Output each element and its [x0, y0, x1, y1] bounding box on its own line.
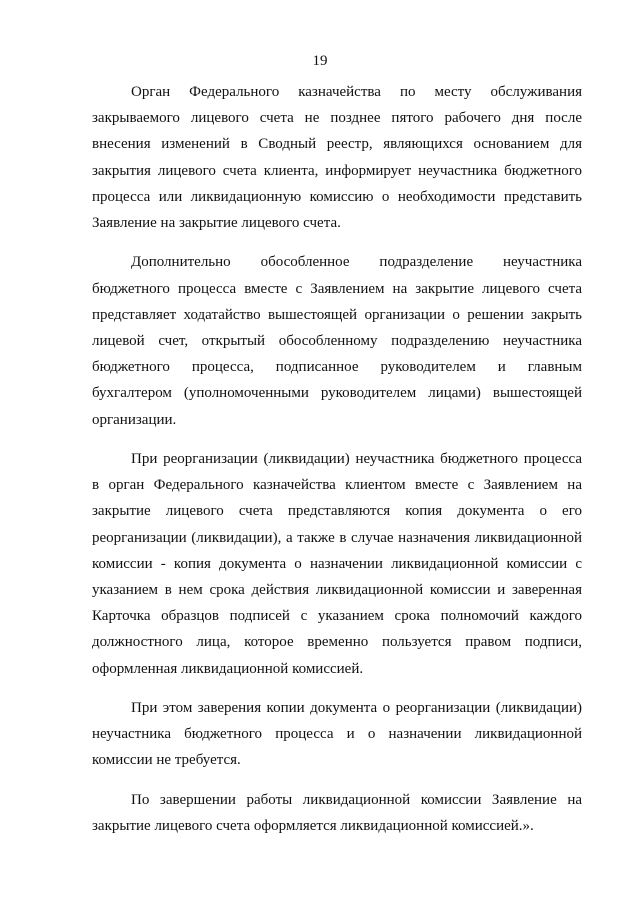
paragraph-line: комиссии не требуется. [92, 752, 241, 769]
paragraph-line: комиссии - копия документа о назначении ликвидационной комиссии с [92, 555, 582, 572]
paragraph-line: указанием в нем срока действия ликвидационной комиссии и заверенная [92, 582, 582, 599]
paragraph-line: представляет ходатайство вышестоящей организации о решении закрыть [92, 306, 582, 323]
paragraph-line: лицевой счет, открытый обособленному подразделению неучастника [92, 333, 582, 350]
paragraph-line: Дополнительно обособленное подразделение неучастника [131, 254, 582, 271]
paragraph-line: закрытие лицевого счета оформляется ликвидационной комиссией.». [92, 818, 534, 835]
paragraph-line: По завершении работы ликвидационной комиссии Заявление на [131, 791, 582, 808]
paragraph-line: оформленная ликвидационной комиссией. [92, 660, 364, 677]
paragraph-line: закрываемого лицевого счета не позднее пятого рабочего дня после [92, 110, 582, 127]
paragraph-line: закрытие лицевого счета представляются копия документа о его [92, 503, 582, 520]
paragraph [92, 787, 582, 839]
paragraph [92, 79, 582, 236]
paragraph-line: закрытия лицевого счета клиента, информирует неучастника бюджетного [92, 162, 582, 179]
paragraph-line: организации. [92, 411, 177, 428]
paragraph-line: бюджетного процесса, подписанное руководителем и главным [92, 359, 582, 376]
paragraph-line: Орган Федерального казначейства по месту обслуживания [131, 84, 582, 100]
paragraph-line: реорганизации (ликвидации), а также в случае назначения ликвидационной [92, 529, 582, 546]
paragraph-line: должностного лица, которое временно пользуется правом подписи, [92, 634, 582, 651]
paragraph-line: в орган Федерального казначейства клиентом вместе с Заявлением на [92, 477, 582, 494]
paragraph-line: Заявление на закрытие лицевого счета. [92, 215, 341, 232]
paragraph-line: При этом заверения копии документа о реорганизации (ликвидации) [131, 700, 582, 717]
paragraph-line: неучастника бюджетного процесса и о назначении ликвидационной [92, 726, 582, 743]
paragraph-line: При реорганизации (ликвидации) неучастника бюджетного процесса [131, 451, 582, 468]
paragraph-line: Карточка образцов подписей с указанием срока полномочий каждого [92, 608, 582, 625]
paragraph-line: бухгалтером (уполномоченными руководителем лицами) вышестоящей [92, 385, 582, 402]
paragraph [92, 446, 582, 682]
paragraph [92, 249, 582, 432]
paragraph-line: внесения изменений в Сводный реестр, являющихся основанием для [92, 136, 582, 153]
paragraph-line: бюджетного процесса вместе с Заявлением на закрытие лицевого счета [92, 280, 582, 297]
paragraph [92, 695, 582, 774]
paragraph-line: процесса или ликвидационную комиссию о необходимости представить [92, 188, 582, 205]
page-number: 19 [312, 53, 328, 69]
document-body [92, 79, 582, 852]
